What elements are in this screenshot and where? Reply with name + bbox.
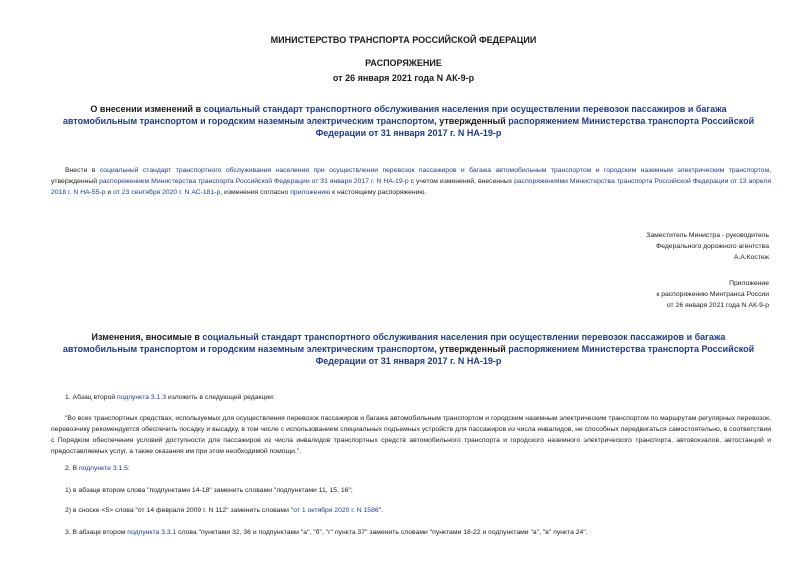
item-1-quote: "Во всех транспортных средствах, используемых для осуществления перевозок пассажиров и багажа автомобильным транспортом и городским наземным электрическим транспортом по маршрутам регулярных перевозок, перевозчику рекомендуется обеспечить посадку и высадку, в том числе с использованием специальных подъемных устройств для пассажиров из числа инвалидов, не способных передвигаться самостоятельно, в соответствии с Порядком обеспечения условий доступности для пассажиров из числа инвалидов транспортных средств автомобильного транспорта и городского наземного электрического транспорта, автовокзалов, автостанций и предоставляемых услуг, а также оказания им при этом необходимой помощи.". <box>51 415 771 455</box>
intro-standard-link[interactable]: социальный стандарт транспортного обслуживания населения при осуществлении перевозок пассажиров и багажа автомобильным транспортом и городским наземным электрическим транспортом <box>99 167 770 174</box>
intro-amendment-link[interactable]: распоряжениями Министерства транспорта Российской Федерации от 13 апреля 2018 г. N НА-55-р <box>51 178 771 196</box>
intro-amendment-2020-link[interactable]: от 23 сентября 2020 г. N АС-181-р <box>113 189 221 196</box>
subclause-3-1-3-link[interactable]: подпункта 3.1.3 <box>117 394 167 401</box>
item-2-2 <box>65 505 769 516</box>
appendix-block <box>656 278 769 311</box>
item-text: изложить в следующей редакции: <box>166 394 275 401</box>
item-text: : <box>127 465 130 472</box>
document-type-heading: РАСПОРЯЖЕНИЕ <box>365 58 442 68</box>
item-text: 2) в сноске <5> слова "от 14 февраля 2009 г. N 112" заменить словами " <box>65 507 294 514</box>
intro-text: , утвержденный <box>51 167 772 185</box>
ministry-heading: МИНИСТЕРСТВО ТРАНСПОРТА РОССИЙСКОЙ ФЕДЕРАЦИИ <box>270 35 537 45</box>
subclause-3-3-1-link[interactable]: подпункта 3.3.1 <box>127 529 177 536</box>
item-1 <box>65 392 769 403</box>
appendix-ref: к распоряжению Минтранса России <box>656 291 769 298</box>
item-text: ". <box>378 507 383 514</box>
changes-title-mid: , утвержденный <box>434 344 509 354</box>
intro-text: , изменения согласно <box>220 189 291 196</box>
signature-agency: Федерального дорожного агентства <box>656 243 769 250</box>
signature-name: А.А.Костюк <box>733 254 769 261</box>
item-2 <box>65 463 769 474</box>
item-2-1: 1) в абзаце втором слова "подпунктами 14-18" заменить словами "подпунктами 11, 15, 16"; <box>65 487 353 494</box>
signature-block <box>646 230 769 263</box>
appendix-label: Приложение <box>729 280 769 287</box>
title-mid: , утвержденный <box>434 116 509 126</box>
subclause-3-1-5-link[interactable]: подпункте 3.1.5 <box>78 465 128 472</box>
item-text: 1. Абзац второй <box>65 394 118 401</box>
intro-paragraph <box>51 165 771 198</box>
changes-title <box>55 331 762 367</box>
intro-appendix-link[interactable]: приложению <box>290 189 331 196</box>
decree-2020-link[interactable]: от 1 октября 2020 г. N 1586 <box>293 507 379 514</box>
item-text: слова "пунктами 32, 36 и подпунктами "а", "б", "г" пункта 37" заменить словами "пунктами 18-22 и подпунктами "а", "в" пункта 24". <box>176 529 588 536</box>
signature-position: Заместитель Министра - руководитель <box>646 232 769 239</box>
changes-standard-link[interactable]: социальный стандарт транспортного обслуживания населения при осуществлении перевозок пассажиров и багажа автомобильным транспортом и городским наземным электрическим транспортом <box>62 332 726 354</box>
document-title <box>55 103 762 139</box>
intro-text: к настоящему распоряжению. <box>330 189 427 196</box>
item-text: 2. В <box>65 465 79 472</box>
item-text: 3. В абзаце втором <box>65 529 128 536</box>
intro-text: и <box>105 189 114 196</box>
document-date-number: от 26 января 2021 года N АК-9-р <box>332 73 475 83</box>
intro-text: с учетом изменений, внесенных <box>408 178 515 185</box>
title-standard-link[interactable]: социальный стандарт транспортного обслуживания населения при осуществлении перевозок пассажиров и багажа автомобильным транспортом и городским наземным электрическим транспортом <box>62 104 727 126</box>
appendix-date: от 26 января 2021 года N АК-9-р <box>666 302 769 309</box>
title-order-link[interactable]: распоряжением Министерства транспорта Российской Федерации от 31 января 2017 г. N НА-19-р <box>315 116 755 138</box>
changes-order-link[interactable]: распоряжением Министерства транспорта Российской Федерации от 31 января 2017 г. N НА-19-р <box>315 344 755 366</box>
item-3 <box>65 527 769 538</box>
intro-text: Внести в <box>65 167 100 174</box>
intro-order-link[interactable]: распоряжением Министерства транспорта Российской Федерации от 31 января 2017 г. N НА-19-р <box>99 178 409 185</box>
title-prefix: О внесении изменений в <box>90 104 204 114</box>
changes-title-prefix: Изменения, вносимые в <box>91 332 203 342</box>
